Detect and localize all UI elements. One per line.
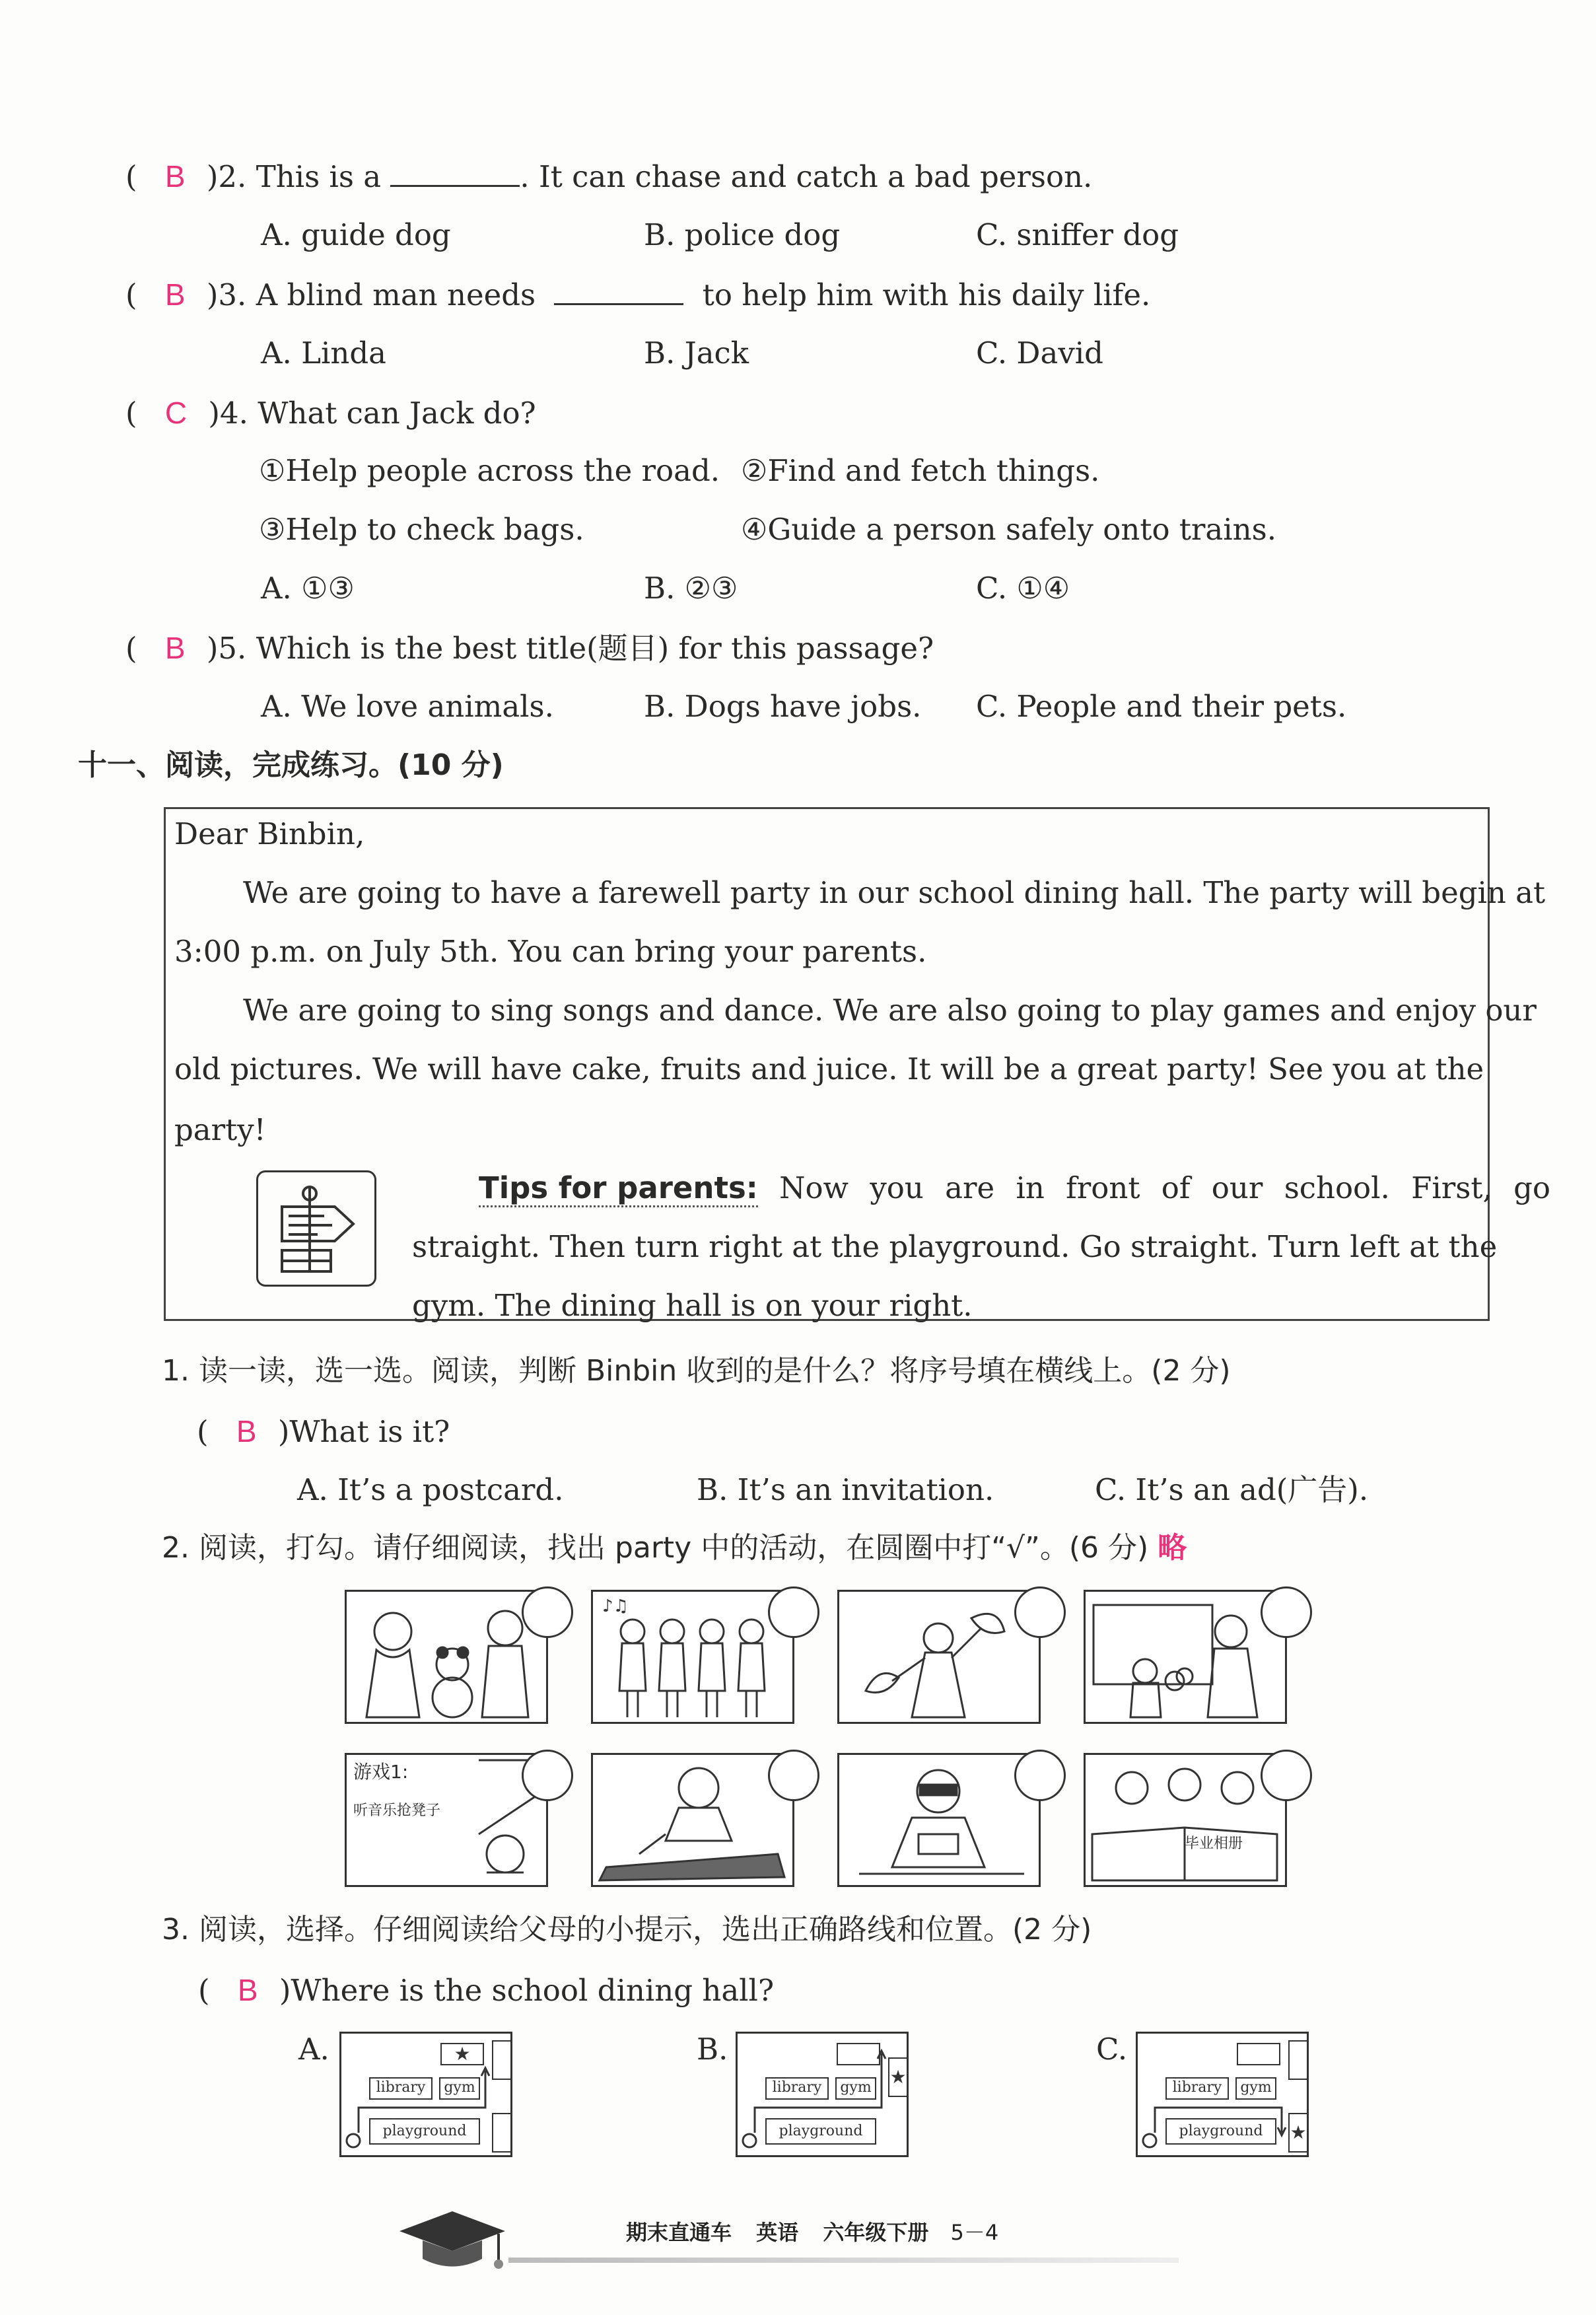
answer-task1[interactable]: B [236, 1414, 257, 1448]
map-option-b[interactable] [736, 2032, 909, 2157]
map-b-library: library [765, 2077, 829, 2100]
check-circle-7[interactable] [1014, 1750, 1066, 1801]
pic8-text-1: 毕业相册 [1185, 1835, 1243, 1852]
q3-option-a: A. Linda [261, 336, 386, 371]
check-circle-2[interactable] [768, 1586, 819, 1638]
answer-q5[interactable]: B [164, 631, 186, 665]
map-a-library: library [369, 2077, 433, 2100]
letter-p2-line1: We are going to sing songs and dance. We are also going to play games and enjoy our [243, 993, 1537, 1028]
q5-option-a: A. We love animals. [261, 689, 554, 724]
map-b-playground: playground [765, 2118, 876, 2145]
map-b-label: B. [697, 2032, 728, 2067]
letter-p1-line1: We are going to have a farewell party in our school dining hall. The party will begin at [243, 875, 1546, 910]
picture-4-flowers-teacher [1084, 1590, 1287, 1724]
blank-q2[interactable] [390, 161, 520, 187]
letter-p2-line2: old pictures. We will have cake, fruits and juice. It will be a great party! See you at the [174, 1051, 1484, 1086]
check-circle-1[interactable] [522, 1586, 573, 1638]
q4-statement-1: ①Help people across the road. [259, 453, 720, 488]
svg-text:♪♫: ♪♫ [602, 1596, 629, 1616]
task1-option-b: B. It’s an invitation. [697, 1472, 994, 1507]
task1-option-c: C. It’s an ad(广告). [1095, 1472, 1369, 1507]
map-a-playground: playground [369, 2118, 480, 2145]
footer-text: 期末直通车 英语 六年级下册 5－4 [626, 2220, 999, 2245]
question-3: ( B )3. A blind man needs to help him with his daily life. [125, 277, 1151, 312]
task1-option-a: A. It’s a postcard. [297, 1472, 564, 1507]
check-circle-6[interactable] [768, 1750, 819, 1801]
task2-instruction: 2. 阅读，打勾。请仔细阅读，找出 party 中的活动，在圆圈中打“√”。(6 分) 略 [162, 1531, 1187, 1565]
pic5-text-1: 游戏1: [353, 1761, 409, 1783]
answer-q2[interactable]: B [164, 159, 186, 194]
letter-greeting: Dear Binbin, [174, 816, 365, 851]
check-circle-4[interactable] [1261, 1586, 1312, 1638]
picture-5-musical-chairs [345, 1753, 548, 1887]
tips-line3: gym. The dining hall is on your right. [412, 1288, 973, 1323]
picture-6-drawing [591, 1753, 794, 1887]
letter-p2-line3: party! [174, 1112, 266, 1147]
picture-3-fan-dance [837, 1590, 1041, 1724]
signpost-icon [256, 1170, 376, 1287]
map-b-gym: gym [835, 2077, 876, 2100]
answer-q4[interactable]: C [164, 396, 188, 430]
q2-option-a: A. guide dog [261, 217, 451, 252]
q5-option-c: C. People and their pets. [976, 689, 1347, 724]
star-icon-c: ★ [1288, 2113, 1308, 2153]
q4-option-c: C. ①④ [976, 571, 1070, 606]
tips-line1: Tips for parents: Now you are in front of our school. First, go [479, 1173, 1550, 1203]
footer-rule [508, 2258, 1179, 2263]
q4-statement-3: ③Help to check bags. [259, 512, 584, 547]
task3-instruction: 3. 阅读，选择。仔细阅读给父母的小提示，选出正确路线和位置。(2 分) [162, 1913, 1092, 1946]
section-11-heading: 十一、阅读，完成练习。(10 分) [78, 748, 504, 782]
check-circle-8[interactable] [1261, 1750, 1312, 1801]
map-option-a[interactable] [339, 2032, 512, 2157]
q4-option-a: A. ①③ [261, 571, 355, 606]
map-c-library: library [1165, 2077, 1229, 2100]
map-c-label: C. [1096, 2032, 1128, 2067]
answer-task2[interactable]: 略 [1158, 1531, 1187, 1565]
picture-1-gift-panda [345, 1590, 548, 1724]
q4-statement-2: ②Find and fetch things. [741, 453, 1100, 488]
q2-option-c: C. sniffer dog [976, 217, 1179, 252]
page-number: 5－4 [950, 2220, 999, 2245]
answer-q3[interactable]: B [164, 277, 186, 312]
answer-task3[interactable]: B [237, 1973, 258, 2007]
map-a-label: A. [298, 2032, 330, 2067]
question-2: ( B )2. This is a . It can chase and catch a bad person. [125, 159, 1093, 194]
task1-instruction: 1. 读一读，选一选。阅读，判断 Binbin 收到的是什么？将序号填在横线上。(2 分) [162, 1354, 1231, 1388]
q2-option-b: B. police dog [644, 217, 841, 252]
q3-option-c: C. David [976, 336, 1103, 371]
q4-statement-4: ④Guide a person safely onto trains. [741, 512, 1277, 547]
picture-2-singing [591, 1590, 794, 1724]
question-5: ( B )5. Which is the best title(题目) for this passage? [125, 631, 934, 666]
q3-option-b: B. Jack [644, 336, 749, 371]
check-circle-3[interactable] [1014, 1586, 1066, 1638]
star-icon: ★ [440, 2043, 484, 2065]
task3-question: ( B )Where is the school dining hall? [198, 1973, 775, 2008]
graduation-cap-icon [393, 2205, 512, 2285]
picture-8-photo-album [1084, 1753, 1287, 1887]
task1-question: ( B )What is it? [197, 1414, 450, 1449]
map-c-playground: playground [1165, 2118, 1276, 2145]
tips-line2: straight. Then turn right at the playground. Go straight. Turn left at the [412, 1229, 1498, 1264]
question-4: ( C )4. What can Jack do? [125, 396, 536, 431]
pic5-text-2: 听音乐抢凳子 [353, 1802, 441, 1819]
q4-option-b: B. ②③ [644, 571, 738, 606]
star-icon-b: ★ [888, 2057, 908, 2097]
picture-7-playing-game [837, 1753, 1041, 1887]
letter-p1-line2: 3:00 p.m. on July 5th. You can bring your parents. [174, 934, 927, 969]
blank-q3[interactable] [554, 279, 683, 305]
check-circle-5[interactable] [522, 1750, 573, 1801]
map-c-gym: gym [1235, 2077, 1276, 2100]
tips-label: Tips for parents: [479, 1170, 758, 1207]
map-option-c[interactable] [1136, 2032, 1309, 2157]
q5-option-b: B. Dogs have jobs. [644, 689, 922, 724]
map-a-gym: gym [439, 2077, 480, 2100]
